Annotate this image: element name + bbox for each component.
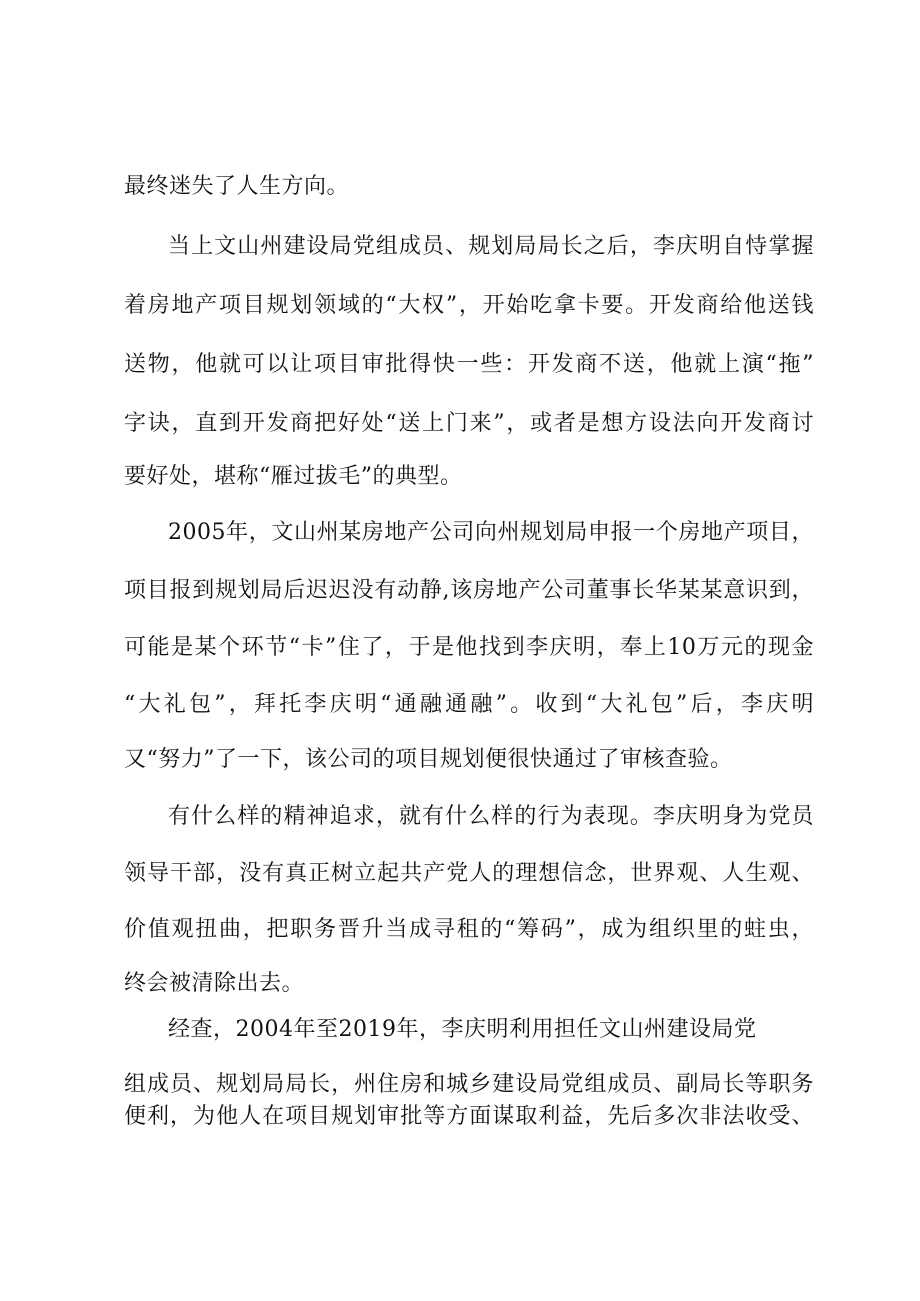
text-line-18: 便利，为他人在项目规划审批等方面谋取利益，先后多次非法收受、 — [124, 1104, 814, 1129]
text-line-9: 可能是某个环节“卡”住了，于是他找到李庆明，奉上10万元的现金 — [124, 635, 814, 660]
text-line-6: 要好处，堪称“雁过拔毛”的典型。 — [124, 464, 463, 489]
text-line-15: 终会被清除出去。 — [124, 971, 305, 996]
text-line-5: 字诀，直到开发商把好处“送上门来”，或者是想方设法向开发商讨 — [124, 411, 814, 436]
text-line-12: 有什么样的精神追求，就有什么样的行为表现。李庆明身为党员 — [168, 804, 814, 829]
text-line-3: 着房地产项目规划领域的“大权”，开始吃拿卡要。开发商给他送钱 — [124, 293, 814, 318]
text-line-11: 又“努力”了一下，该公司的项目规划便很快通过了审核查验。 — [124, 747, 733, 772]
text-line-2: 当上文山州建设局党组成员、规划局局长之后，李庆明自恃掌握 — [168, 234, 814, 259]
text-line-8: 项目报到规划局后迟迟没有动静,该房地产公司董事长华某某意识到， — [124, 578, 814, 603]
text-line-17: 组成员、规划局局长，州住房和城乡建设局党组成员、副局长等职务 — [124, 1072, 814, 1097]
text-line-16: 经查，2004年至2019年，李庆明利用担任文山州建设局党 — [168, 1017, 757, 1042]
text-line-10: “大礼包”，拜托李庆明“通融通融”。收到“大礼包”后，李庆明 — [124, 692, 814, 717]
text-line-7: 2005年，文山州某房地产公司向州规划局申报一个房地产项目， — [168, 520, 814, 545]
text-line-1: 最终迷失了人生方向。 — [124, 174, 350, 199]
text-line-14: 价值观扭曲，把职务晋升当成寻租的“筹码”，成为组织里的蛀虫， — [124, 917, 814, 942]
text-line-13: 领导干部，没有真正树立起共产党人的理想信念，世界观、人生观、 — [124, 861, 814, 886]
text-line-4: 送物，他就可以让项目审批得快一些：开发商不送，他就上演“拖” — [124, 352, 814, 377]
